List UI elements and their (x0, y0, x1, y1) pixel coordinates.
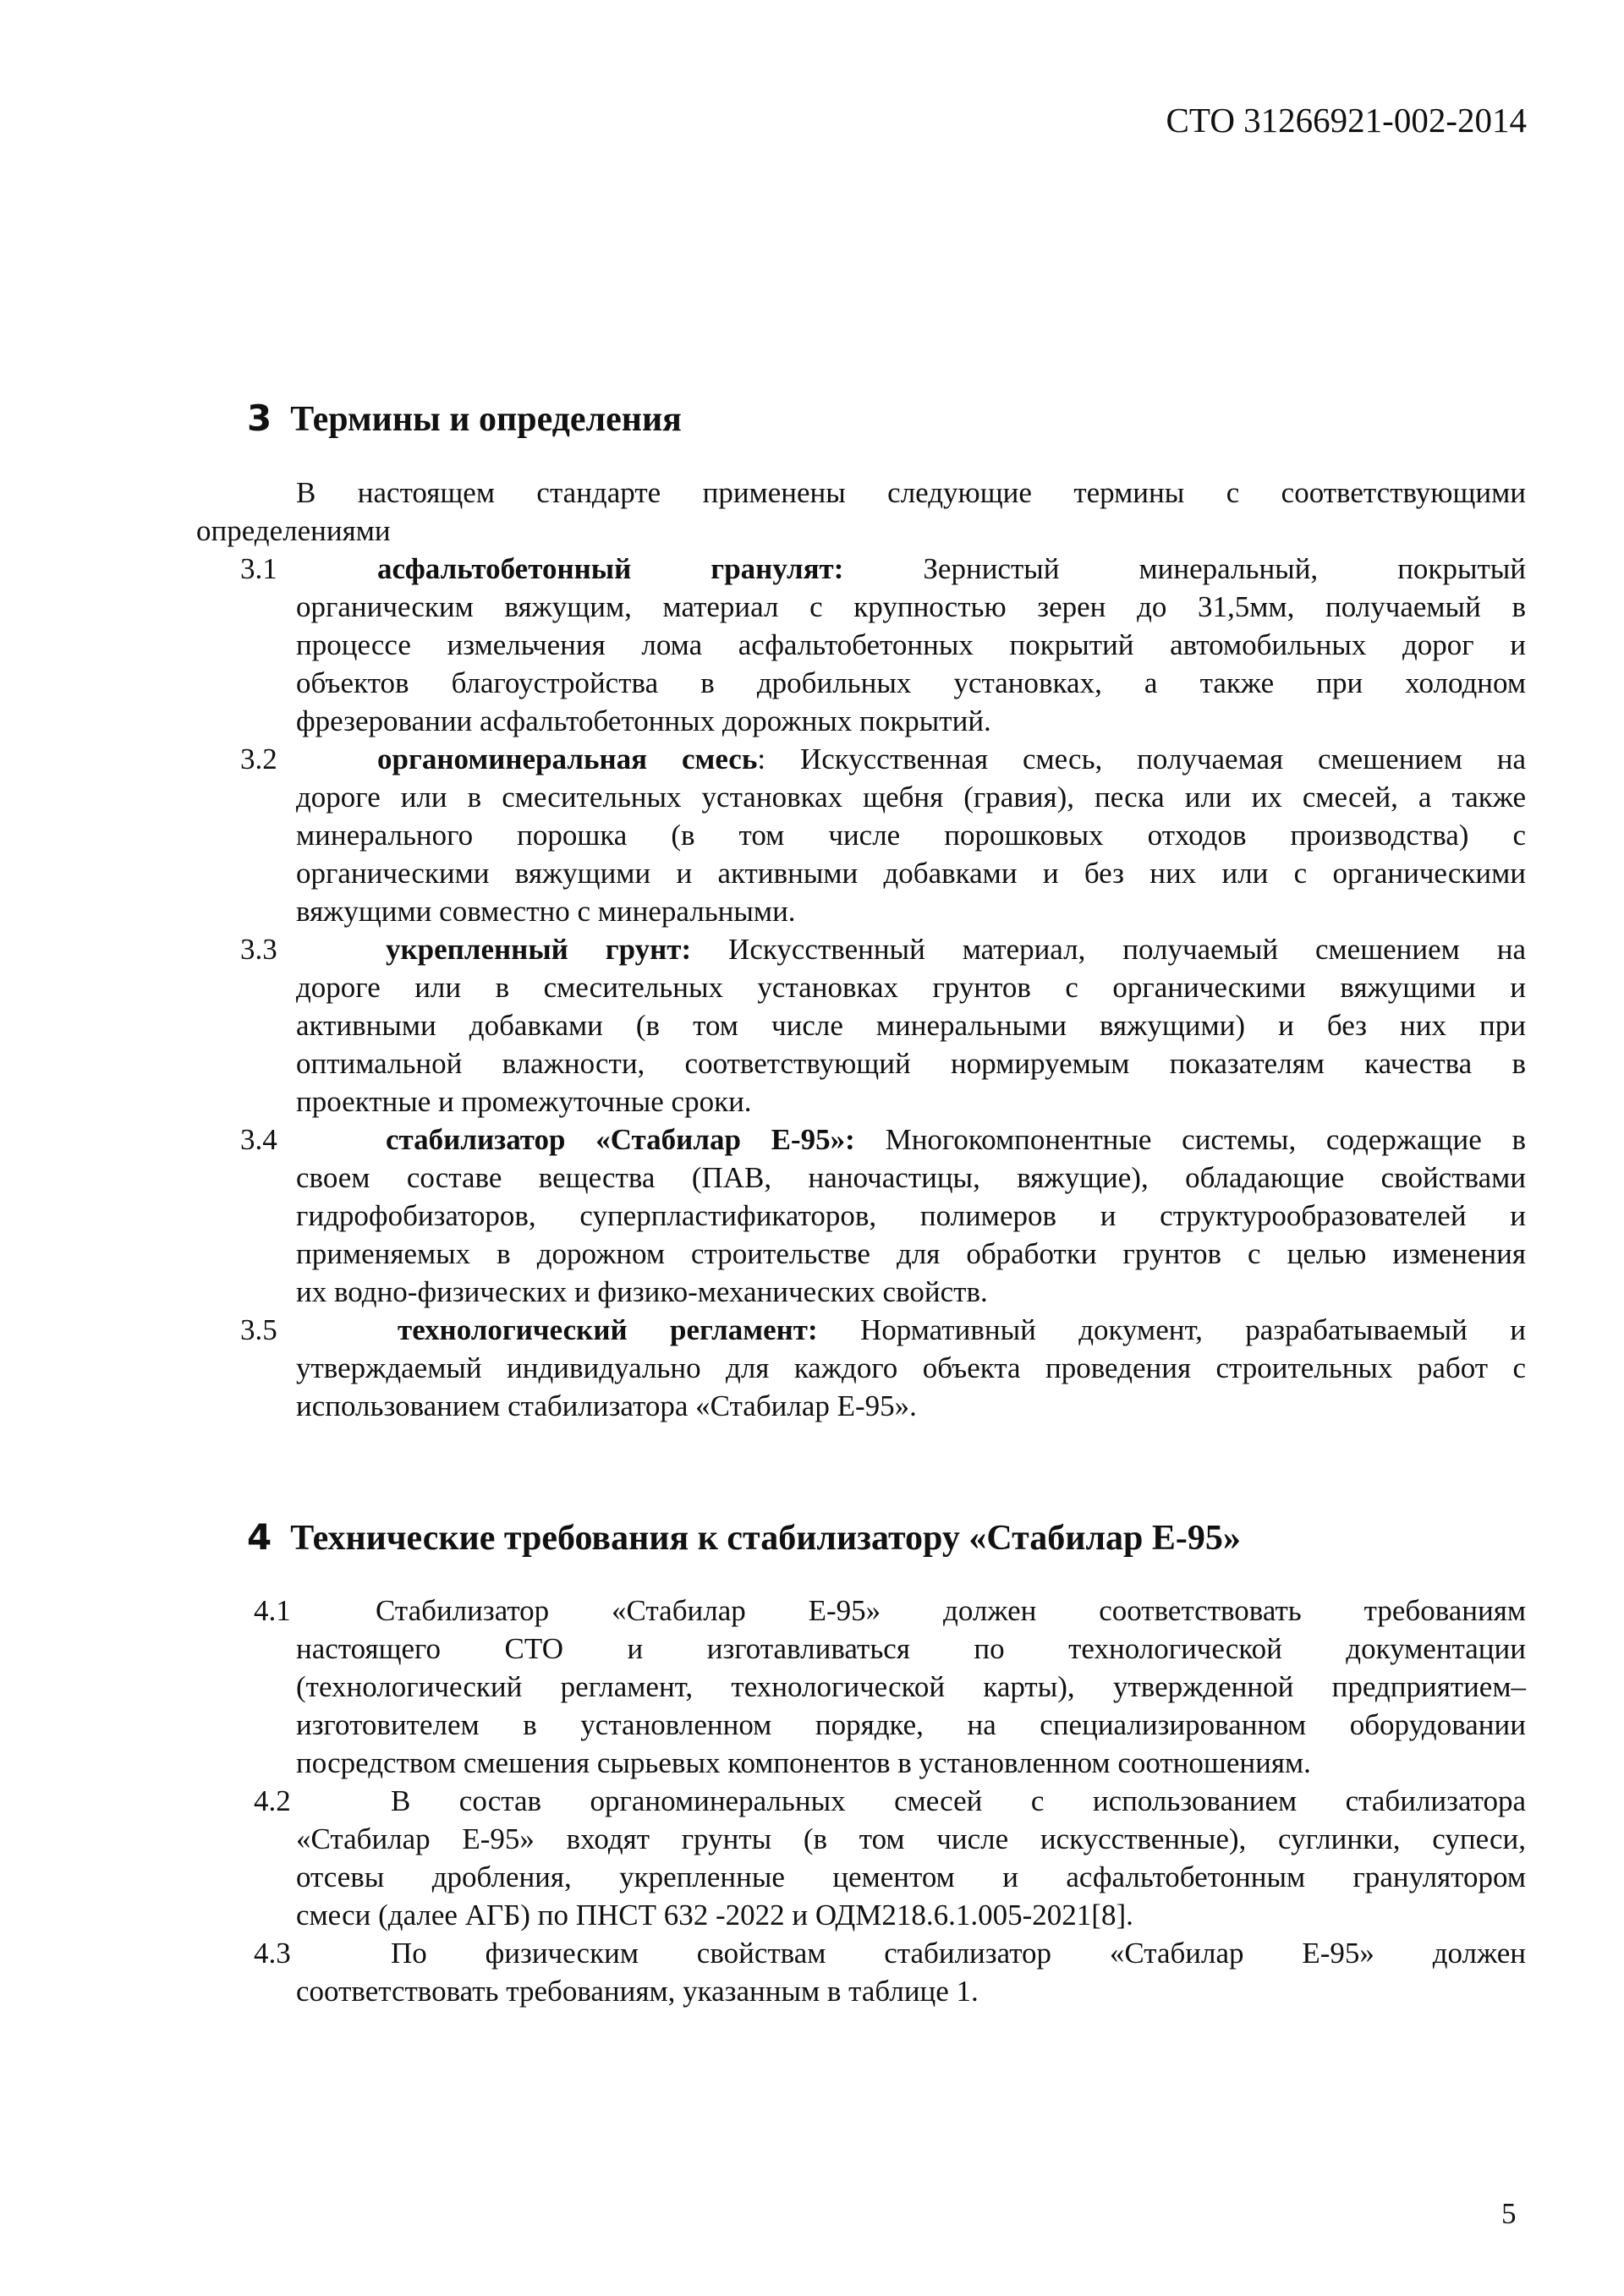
item-number: 4.2 (254, 1784, 291, 1817)
definition-line: органическими вяжущими и активными добавками и без них или с органическими (296, 857, 1526, 890)
requirement-line: соответствовать требованиям, указанным в таблице 1. (296, 1975, 979, 2008)
requirement-line: (технологический регламент, технологической карты), утвержденной предприятием– (296, 1670, 1526, 1703)
definition-3-3 (240, 930, 1526, 1121)
requirement-line: смеси (далее АГБ) по ПНСТ 632 -2022 и ОДМ218.6.1.005-2021[8]. (296, 1899, 1133, 1932)
requirement-4-2 (254, 1782, 1526, 1934)
document-code: СТО 31266921-002-2014 (1166, 101, 1527, 140)
section-3-heading (247, 397, 682, 440)
item-number: 4.1 (254, 1594, 291, 1627)
requirement-line: настоящего СТО и изготавливаться по технологической документации (296, 1632, 1526, 1665)
definition-line: оптимальной влажности, соответствующий нормируемым показателям качества в (296, 1047, 1526, 1080)
definition-line: применяемых в дорожном строительстве для обработки грунтов с целью изменения (296, 1237, 1526, 1270)
definition-line: органическим вяжущим, материал с крупностью зерен до 31,5мм, получаемый в (296, 590, 1526, 623)
definition-term: асфальтобетонный гранулят: (377, 552, 844, 585)
definition-line: своем составе вещества (ПАВ, наночастицы, вяжущие), обладающие свойствами (296, 1161, 1526, 1194)
definition-line: утверждаемый индивидуально для каждого объекта проведения строительных работ с (296, 1351, 1526, 1384)
definition-line: органоминеральная смесь: Искусственная смесь, получаемая смешением на (377, 743, 1526, 775)
section-3-number: 3 (247, 397, 272, 439)
intro-line: В настоящем стандарте применены следующие термины с соответствующими (296, 476, 1526, 509)
section-3-intro (196, 474, 1526, 550)
definition-3-2 (240, 740, 1526, 930)
definition-term: технологический регламент: (398, 1313, 818, 1346)
requirement-line: По физическим свойствам стабилизатор «Стабилар Е-95» должен (391, 1937, 1526, 1970)
page-number: 5 (1501, 2197, 1517, 2230)
item-number: 3.3 (240, 933, 277, 966)
item-number: 3.5 (240, 1313, 277, 1346)
section-3-title: Термины и определения (290, 400, 682, 439)
item-number: 3.4 (240, 1123, 277, 1156)
definition-3-1 (240, 550, 1526, 740)
definition-line: гидрофобизаторов, суперпластификаторов, полимеров и структурообразователей и (296, 1199, 1526, 1232)
definition-term: укрепленный грунт: (386, 933, 692, 966)
definition-line: объектов благоустройства в дробильных установках, а также при холодном (296, 666, 1526, 699)
definition-line: стабилизатор «Стабилар Е-95»: Многокомпонентные системы, содержащие в (386, 1123, 1527, 1156)
requirement-line: изготовителем в установленном порядке, на специализированном оборудовании (296, 1708, 1526, 1741)
requirement-line: Стабилизатор «Стабилар Е-95» должен соответствовать требованиям (376, 1594, 1526, 1627)
definition-term: органоминеральная смесь (377, 743, 758, 775)
definition-line: активными добавками (в том числе минеральными вяжущими) и без них при (296, 1009, 1526, 1042)
section-4-number: 4 (247, 1516, 272, 1558)
definition-line: их водно-физических и физико-механических свойств. (296, 1275, 988, 1308)
requirement-line: «Стабилар Е-95» входят грунты (в том числе искусственные), суглинки, супеси, (296, 1822, 1526, 1855)
definition-line: минерального порошка (в том числе порошковых отходов производства) с (296, 819, 1526, 852)
requirement-line: отсевы дробления, укрепленные цементом и асфальтобетонным гранулятором (296, 1860, 1526, 1893)
item-number: 3.1 (240, 552, 277, 585)
definition-term: стабилизатор «Стабилар Е-95»: (386, 1123, 855, 1156)
requirement-line: В состав органоминеральных смесей с использованием стабилизатора (391, 1784, 1526, 1817)
definition-line: технологический регламент: Нормативный документ, разрабатываемый и (398, 1313, 1526, 1346)
section-4-title: Технические требования к стабилизатору «Стабилар Е-95» (290, 1519, 1241, 1558)
definition-line: дороге или в смесительных установках щебня (гравия), песка или их смесей, а также (296, 781, 1526, 814)
definition-3-5 (240, 1311, 1526, 1425)
requirement-4-3 (254, 1934, 1526, 2010)
definition-3-4 (240, 1121, 1527, 1311)
intro-line: определениями (196, 514, 391, 547)
definition-line: укрепленный грунт: Искусственный материал, получаемый смешением на (386, 933, 1526, 966)
definition-line: асфальтобетонный гранулят: Зернистый минеральный, покрытый (377, 552, 1526, 585)
item-number: 3.2 (240, 743, 277, 775)
section-4-heading (247, 1516, 1241, 1559)
definition-line: проектные и промежуточные сроки. (296, 1085, 752, 1118)
definition-line: дороге или в смесительных установках грунтов с органическими вяжущими и (296, 971, 1526, 1004)
requirement-line: посредством смешения сырьевых компонентов в установленном соотношениям. (296, 1746, 1311, 1779)
definition-line: вяжущими совместно с минеральными. (296, 895, 796, 928)
requirement-4-1 (254, 1592, 1526, 1782)
item-number: 4.3 (254, 1937, 291, 1970)
definition-line: использованием стабилизатора «Стабилар Е-95». (296, 1389, 917, 1422)
definition-line: процессе измельчения лома асфальтобетонных покрытий автомобильных дорог и (296, 628, 1526, 661)
definition-line: фрезеровании асфальтобетонных дорожных покрытий. (296, 704, 991, 737)
